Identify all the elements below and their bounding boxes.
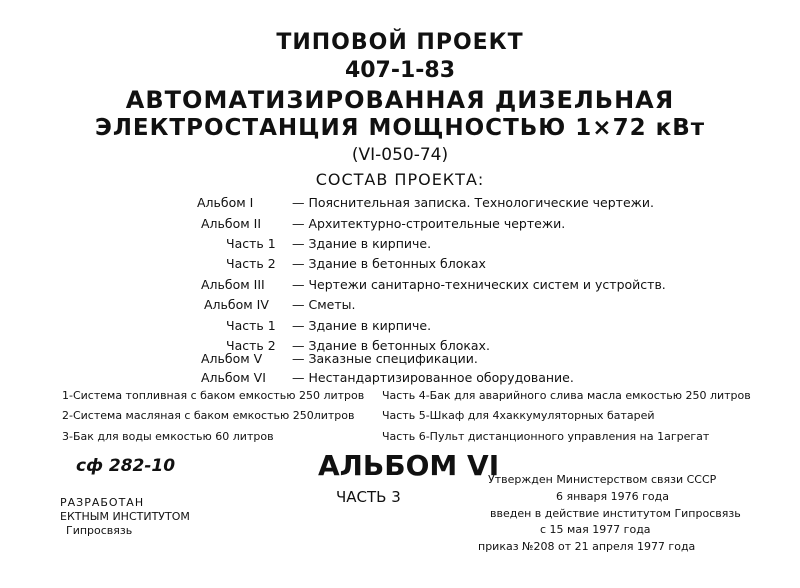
composition-label: Часть 2: [226, 338, 276, 353]
approval-line: Утвержден Министерством связи СССР: [488, 473, 717, 486]
project-number: 407-1-83: [344, 58, 456, 83]
developer-line: ЕКТНЫМ ИНСТИТУТОМ: [60, 510, 190, 523]
composition-label: Альбом IV: [204, 297, 269, 312]
project-code: (VI-050-74): [351, 145, 449, 165]
composition-label: Альбом III: [201, 277, 265, 292]
composition-label: Альбом V: [201, 351, 263, 366]
approval-line: 6 января 1976 года: [556, 490, 669, 503]
project-title-line1: АВТОМАТИЗИРОВАННАЯ ДИЗЕЛЬНАЯ: [125, 86, 675, 114]
composition-text: — Здание в бетонных блоках.: [292, 338, 490, 353]
composition-text: — Здание в бетонных блоках: [292, 256, 486, 271]
composition-text: — Архитектурно-строительные чертежи.: [292, 216, 566, 231]
part-item: 2-Система масляная с баком емкостью 250литров: [62, 409, 355, 422]
project-type-heading: ТИПОВОЙ ПРОЕКТ: [276, 30, 524, 55]
composition-label: Альбом II: [201, 216, 262, 231]
composition-label: Альбом I: [197, 195, 254, 210]
composition-label: Часть 1: [226, 318, 276, 333]
composition-title: СОСТАВ ПРОЕКТА:: [315, 170, 485, 189]
part-item: 3-Бак для воды емкостью 60 литров: [62, 430, 274, 443]
approval-line: с 15 мая 1977 года: [540, 523, 651, 536]
composition-text: — Здание в кирпиче.: [292, 318, 432, 333]
developer-line: РАЗРАБОТАН: [60, 496, 145, 509]
composition-text: — Чертежи санитарно-технических систем и устройств.: [292, 277, 666, 292]
album-part: ЧАСТЬ 3: [336, 488, 401, 506]
composition-label: Часть 2: [226, 256, 276, 271]
part-item: Часть 6-Пульт дистанционного управления на 1агрегат: [382, 430, 710, 443]
approval-line: приказ №208 от 21 апреля 1977 года: [478, 540, 696, 553]
composition-text: — Сметы.: [292, 297, 356, 312]
part-item: Часть 5-Шкаф для 4хаккумуляторных батарей: [382, 409, 655, 422]
part-item: Часть 4-Бак для аварийного слива масла емкостью 250 литров: [382, 389, 751, 402]
album-title: АЛЬБОМ VI: [318, 449, 500, 482]
composition-text: — Пояснительная записка. Технологические чертежи.: [292, 195, 654, 210]
stamp-code: сф 282-10: [76, 456, 176, 476]
composition-text: — Заказные спецификации.: [292, 351, 478, 366]
composition-text: — Здание в кирпиче.: [292, 236, 432, 251]
part-item: 1-Система топливная с баком емкостью 250 литров: [62, 389, 365, 402]
approval-line: введен в действие институтом Гипросвязь: [490, 507, 741, 520]
composition-label: Часть 1: [226, 236, 276, 251]
project-title-line2: ЭЛЕКТРОСТАНЦИЯ МОЩНОСТЬЮ 1×72 кВт: [94, 115, 706, 141]
developer-line: Гипросвязь: [66, 524, 133, 537]
composition-text: — Нестандартизированное оборудование.: [292, 370, 574, 385]
composition-label: Альбом VI: [201, 370, 266, 385]
